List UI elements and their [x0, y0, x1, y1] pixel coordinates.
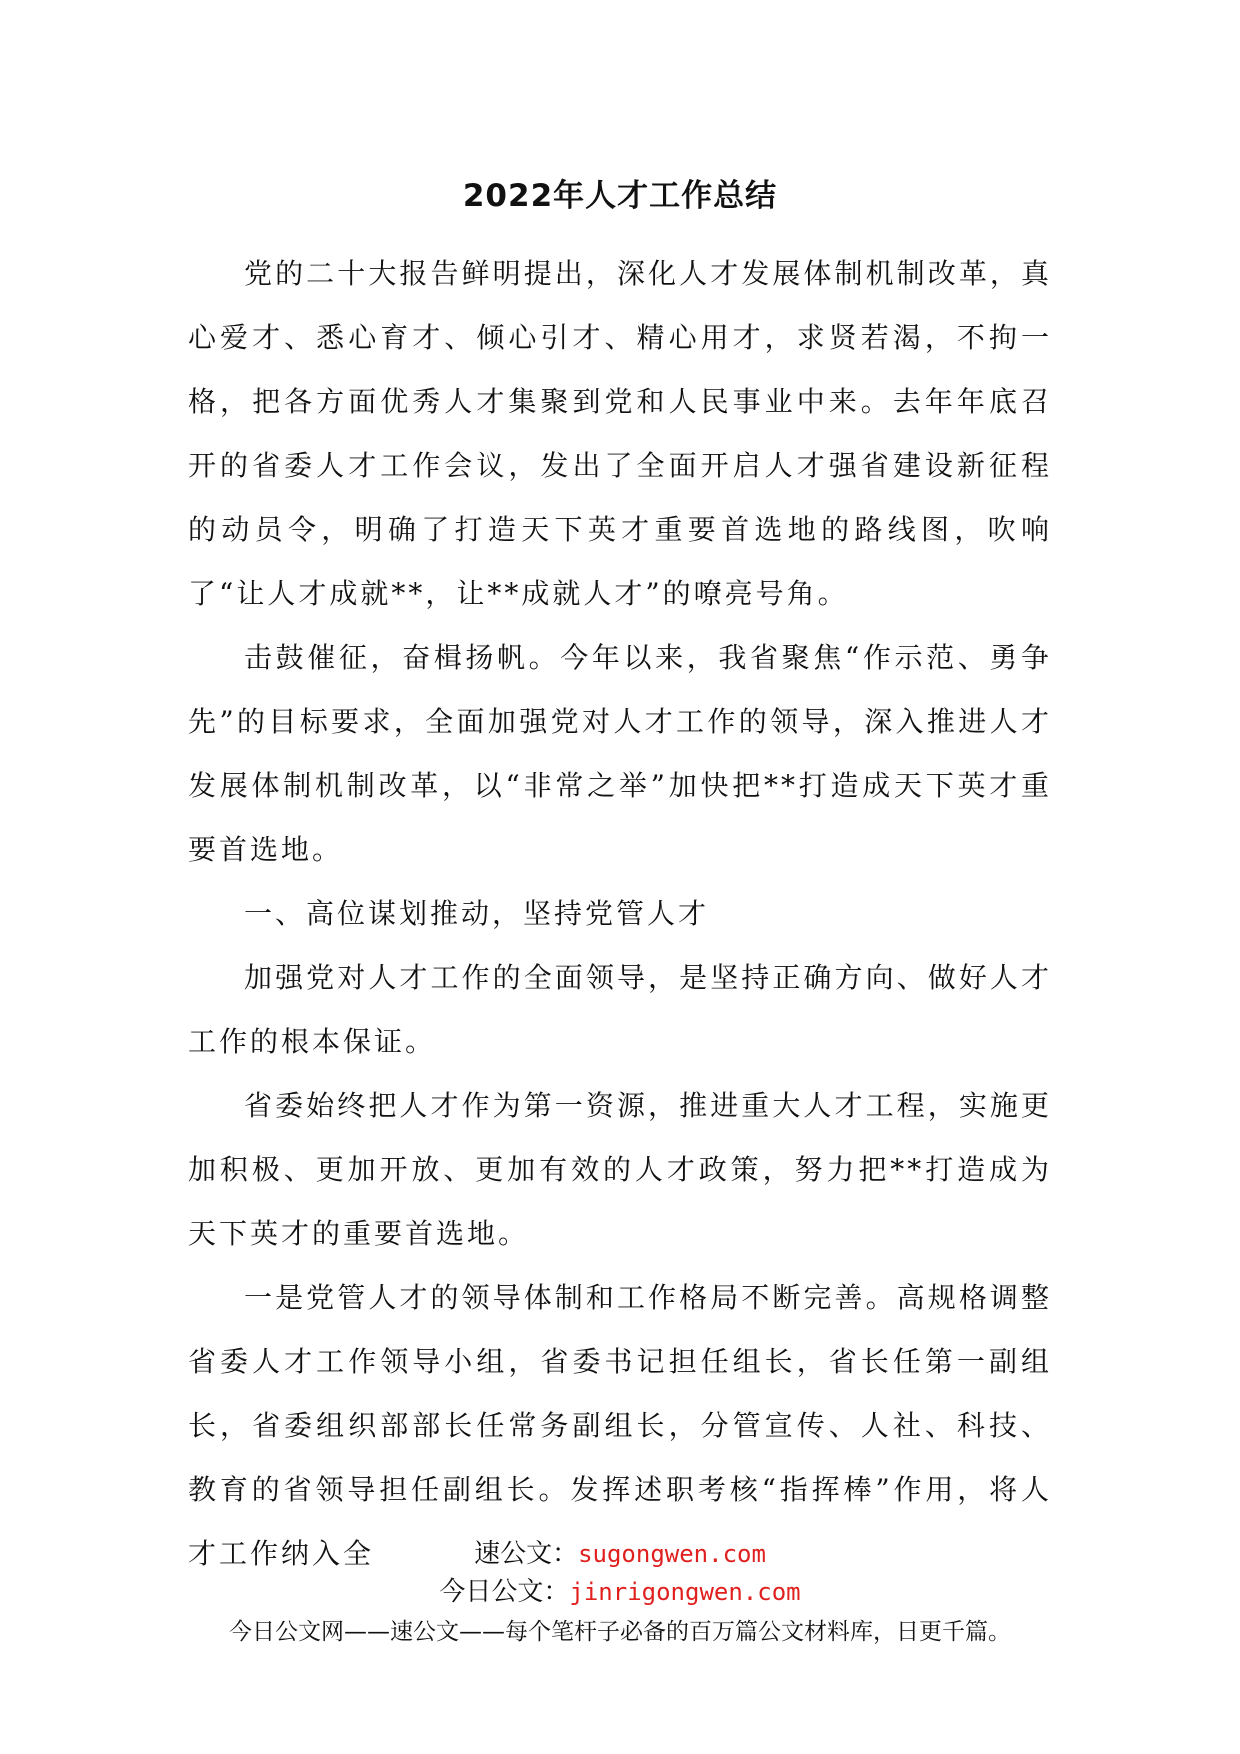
footer-sugongwen [0, 1536, 1240, 1572]
section-heading-1: 一、高位谋划推动，坚持党管人才 [244, 897, 710, 930]
paragraph-point-one: 一是党管人才的领导体制和工作格局不断完善。高规格调整省委人才工作领导小组，省委书记担任组长，省长任第一副组长，省委组织部部长任常务副组长，分管宣传、人社、科技、教育的省领导担任副组长。发挥述职考核“指挥棒”作用，将人才工作纳入全 [188, 1281, 1052, 1570]
footer-jinrigongwen-url[interactable]: jinrigongwen.com [569, 1578, 801, 1606]
footer-sugongwen-label: 速公文： [474, 1539, 579, 1569]
paragraph-intro: 党的二十大报告鲜明提出，深化人才发展体制机制改革，真心爱才、悉心育才、倾心引才、精心用才，求贤若渴，不拘一格，把各方面优秀人才集聚到党和人民事业中来。去年年底召开的省委人才工作会议，发出了全面开启人才强省建设新征程的动员令，明确了打造天下英才重要首选地的路线图，吹响了“让人才成就**，让**成就人才”的嘹亮号角。 [188, 257, 1052, 610]
footer-sugongwen-url[interactable]: sugongwen.com [578, 1540, 766, 1568]
paragraph-provincial-committee: 省委始终把人才作为第一资源，推进重大人才工程，实施更加积极、更加开放、更加有效的人才政策，努力把**打造成为天下英才的重要首选地。 [188, 1089, 1052, 1250]
document-body [188, 242, 1052, 1586]
footer-tagline: 今日公文网——速公文——每个笔杆子必备的百万篇公文材料库，日更千篇。 [229, 1619, 1011, 1645]
document-title: 2022年人才工作总结 [462, 178, 778, 214]
paragraph-leadership: 加强党对人才工作的全面领导，是坚持正确方向、做好人才工作的根本保证。 [188, 961, 1052, 1058]
footer-jinrigongwen-label: 今日公文： [439, 1577, 570, 1607]
footer-jinrigongwen [0, 1574, 1240, 1610]
paragraph-momentum: 击鼓催征，奋楫扬帆。今年以来，我省聚焦“作示范、勇争先”的目标要求，全面加强党对人才工作的领导，深入推进人才发展体制机制改革，以“非常之举”加快把**打造成天下英才重要首选地。 [188, 641, 1052, 866]
